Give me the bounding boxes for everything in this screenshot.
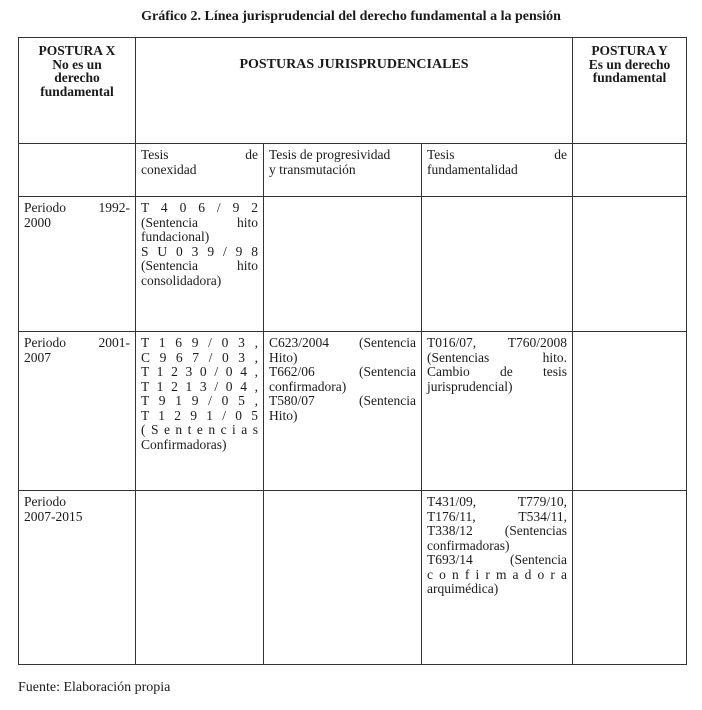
ruling-line: T 1 2 9 1 / 0 5: [141, 407, 258, 423]
empty-cell: [573, 491, 687, 665]
thesis-fundamentality-header: [422, 144, 573, 197]
connexity-cell: [136, 332, 264, 491]
posture-x-line: POSTURA X: [38, 43, 116, 58]
posture-x-header: [19, 38, 136, 144]
ruling-line: ( S e n t e n c i a s: [141, 422, 258, 437]
empty-cell: [573, 197, 687, 332]
ruling-line: T338/12 (Sentencias: [427, 523, 568, 538]
ruling-line: Hito): [269, 349, 298, 365]
posture-x-line: derecho: [54, 70, 100, 85]
header-row: [19, 38, 687, 144]
connexity-cell: [136, 197, 264, 332]
jurisprudence-table: [18, 37, 687, 665]
posture-x-line: fundamental: [40, 83, 114, 99]
posture-y-line: POSTURA Y: [591, 43, 668, 58]
ruling-line: Hito): [269, 407, 298, 423]
empty-cell: [573, 332, 687, 491]
subheader-line: fundamentalidad: [427, 161, 518, 177]
period-line: 2007: [24, 349, 51, 365]
connexity-cell: [136, 491, 264, 665]
ruling-line: C 9 6 7 / 0 3 ,: [141, 349, 258, 365]
fundamentality-cell: [422, 197, 573, 332]
ruling-line: T580/07 (Sentencia: [269, 393, 416, 408]
ruling-line: T176/11, T534/11,: [427, 508, 568, 524]
subheader-line: y transmutación: [269, 161, 356, 177]
ruling-line: T 1 2 1 3 / 0 4 ,: [141, 378, 258, 394]
period-line: Periodo 2001-: [24, 335, 130, 350]
progressivity-cell: [264, 197, 422, 332]
table-row: [19, 197, 687, 332]
period-line: 2007-2015: [24, 508, 83, 524]
ruling-line: confirmadoras): [427, 537, 510, 553]
ruling-line: jurisprudencial): [427, 378, 513, 394]
posture-y-line: Es un derecho: [588, 56, 671, 72]
subheader-line: conexidad: [141, 161, 197, 177]
ruling-line: T693/14 (Sentencia: [427, 552, 568, 567]
ruling-line: consolidadora): [141, 272, 222, 288]
table-row: [19, 491, 687, 665]
ruling-line: (Sentencia hito: [141, 214, 258, 230]
fundamentality-cell: [422, 491, 573, 665]
ruling-line: T 1 6 9 / 0 3 ,: [141, 335, 258, 350]
thesis-connexity-header: [136, 144, 264, 197]
ruling-line: (Sentencia hito: [141, 258, 258, 273]
ruling-line: T 1 2 3 0 / 0 4 ,: [141, 364, 258, 379]
source-note: Fuente: Elaboración propia: [18, 680, 171, 695]
postures-header: POSTURAS JURISPRUDENCIALES: [136, 38, 573, 144]
ruling-line: arquimédica): [427, 581, 499, 596]
period-line: 2000: [24, 214, 51, 230]
figure-title: Gráfico 2. Línea jurisprudencial del derecho fundamental a la pensión: [141, 9, 561, 24]
thesis-progressivity-header: [264, 144, 422, 197]
subheader-line: Tesis de: [427, 147, 568, 162]
ruling-line: Cambio de tesis: [427, 364, 568, 379]
period-cell: [19, 491, 136, 665]
posture-x-line: No es un: [52, 56, 102, 72]
ruling-line: confirmadora): [269, 378, 347, 394]
ruling-line: T 9 1 9 / 0 5 ,: [141, 393, 258, 408]
period-cell: [19, 332, 136, 491]
table-row: [19, 332, 687, 491]
empty-cell: [19, 144, 136, 197]
ruling-line: T662/06 (Sentencia: [269, 364, 416, 379]
period-line: Periodo: [24, 494, 66, 509]
progressivity-cell: [264, 491, 422, 665]
ruling-line: C623/2004 (Sentencia: [269, 335, 416, 350]
subheader-line: Tesis de: [141, 147, 258, 162]
ruling-line: c o n f i r m a d o r a: [427, 566, 568, 582]
progressivity-cell: [264, 332, 422, 491]
ruling-line: T016/07, T760/2008: [427, 335, 568, 350]
ruling-line: Confirmadoras): [141, 436, 227, 452]
posture-y-line: fundamental: [592, 70, 667, 85]
fundamentality-cell: [422, 332, 573, 491]
period-cell: [19, 197, 136, 332]
ruling-line: S U 0 3 9 / 9 8: [141, 243, 258, 259]
ruling-line: T431/09, T779/10,: [427, 494, 568, 509]
period-line: Periodo 1992-: [24, 200, 130, 215]
ruling-line: fundacional): [141, 229, 210, 244]
empty-cell: [573, 144, 687, 197]
ruling-line: T 4 0 6 / 9 2: [141, 200, 258, 215]
subheader-line: Tesis de progresividad: [269, 147, 391, 162]
posture-y-header: [573, 38, 687, 144]
subheader-row: [19, 144, 687, 197]
ruling-line: (Sentencias hito.: [427, 349, 568, 365]
